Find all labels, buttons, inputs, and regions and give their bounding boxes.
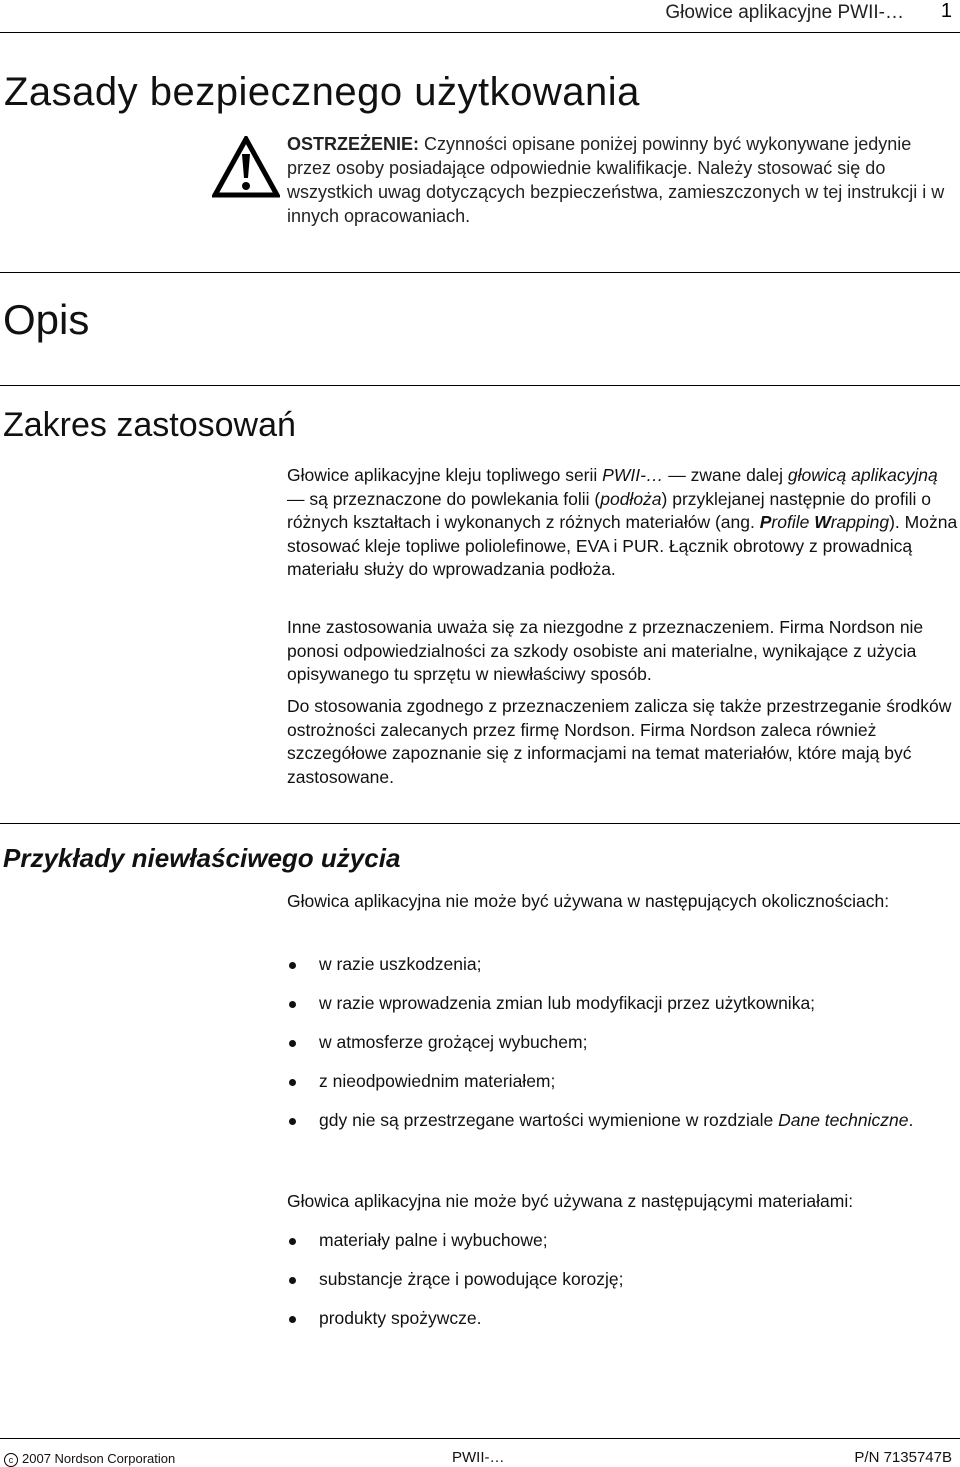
bullet-icon — [289, 1118, 296, 1125]
misuse-intro-1: Głowica aplikacyjna nie może być używana w następujących okolicznościach: — [287, 891, 890, 911]
bullet-icon — [289, 1238, 296, 1245]
warning-triangle-icon — [212, 136, 280, 198]
list-item — [287, 1031, 959, 1070]
text-italic: głowicą aplikacyjną — [787, 465, 938, 485]
bullet-icon — [289, 1277, 296, 1284]
text-bold-italic: P — [759, 512, 772, 532]
section-divider — [0, 823, 960, 824]
page-footer — [0, 1438, 960, 1466]
footer-part-number: P/N 7135747B — [854, 1449, 952, 1466]
misuse-list-2 — [287, 1229, 959, 1331]
list-item — [287, 1307, 959, 1331]
list-item-text: materiały palne i wybuchowe; — [319, 1230, 548, 1250]
section-title-misuse: Przykłady niewłaściwego użycia — [3, 843, 401, 873]
list-item — [287, 992, 959, 1031]
bullet-icon — [289, 1040, 296, 1047]
misuse-intro-2: Głowica aplikacyjna nie może być używana z następującymi materiałami: — [287, 1191, 854, 1211]
text: Głowice aplikacyjne kleju topliwego serii — [287, 465, 603, 485]
footer-model: PWII-… — [452, 1449, 505, 1466]
text-italic: rapping — [830, 512, 890, 532]
list-item-text: w razie uszkodzenia; — [319, 954, 482, 974]
list-item-text: substancje żrące i powodujące korozję; — [319, 1269, 624, 1289]
zakres-paragraph-3: Do stosowania zgodnego z przeznaczeniem zalicza się także przestrzeganie środków ostrożności zalecanych przez firmę Nordson. Firma Nordson zaleca również szczegółowe zapoznanie się z informacjami na temat materiałów, które mają być zastosowane. — [287, 696, 952, 787]
list-item — [287, 1070, 959, 1109]
list-item-text: produkty spożywcze. — [319, 1308, 482, 1328]
list-item — [287, 1229, 959, 1268]
footer-copyright — [4, 1451, 175, 1467]
bullet-icon — [289, 962, 296, 969]
warning-body: Czynności opisane poniżej powinny być wykonywane jedynie przez osoby posiadające odpowiednie kwalifikacje. Należy stosować się do wszystkich uwag dotyczących bezpieczeństwa, zamieszczonych w tej instrukcji i w innych opracowaniach. — [287, 134, 945, 226]
text-bold-italic: W — [814, 512, 831, 532]
list-item-text: gdy nie są przestrzegane wartości wymienione w rozdziale — [319, 1110, 779, 1130]
zakres-paragraph-2: Inne zastosowania uważa się za niezgodne z przeznaczeniem. Firma Nordson nie ponosi odpowiedzialności za szkody osobiste ani materialne, wynikające z użycia opisywanego tu sprzętu w niewłaściwy sposób. — [287, 617, 924, 684]
text: ). Można stosować kleje topliwe poliolefinowe, EVA i PUR. Łącznik obrotowy z prowadnicą materiału służy do wprowadzania podłoża. — [287, 512, 958, 579]
text: — zwane dalej — [663, 465, 788, 485]
text-italic: podłoża — [600, 488, 662, 509]
section-title-opis: Opis — [3, 296, 90, 343]
warning-label: OSTRZEŻENIE: — [287, 134, 420, 154]
misuse-list-1 — [287, 953, 959, 1133]
bullet-icon — [289, 1316, 296, 1323]
main-title: Zasady bezpiecznego użytkowania — [4, 70, 640, 114]
section-divider — [0, 385, 960, 386]
list-item — [287, 953, 959, 992]
bullet-icon — [289, 1079, 296, 1086]
list-item-text: w atmosferze grożącej wybuchem; — [319, 1032, 588, 1052]
text-italic: Dane techniczne — [778, 1110, 909, 1130]
text: — są przeznaczone do powlekania folii ( — [287, 488, 601, 509]
text: . — [908, 1110, 914, 1130]
copyright-text: 2007 Nordson Corporation — [22, 1451, 176, 1466]
list-item — [287, 1109, 959, 1133]
list-item — [287, 1268, 959, 1307]
page-header — [0, 0, 960, 33]
header-title: Głowice aplikacyjne PWII-… — [665, 2, 904, 23]
copyright-icon: c — [4, 1453, 18, 1467]
warning-text — [287, 132, 957, 228]
section-title-zakres: Zakres zastosowań — [3, 406, 296, 444]
list-item-text: w razie wprowadzenia zmian lub modyfikacji przez użytkownika; — [319, 993, 816, 1013]
page-number: 1 — [940, 0, 952, 22]
section-divider — [0, 272, 960, 273]
text: ) przyklejanej następnie do profili o różnych kształtach i wykonanych z różnych materiałów (ang. — [287, 488, 932, 532]
text-italic: PWII-… — [602, 465, 664, 485]
zakres-paragraph-1 — [287, 464, 959, 582]
text-italic: rofile — [771, 512, 815, 532]
bullet-icon — [289, 1001, 296, 1008]
list-item-text: z nieodpowiednim materiałem; — [319, 1071, 556, 1091]
